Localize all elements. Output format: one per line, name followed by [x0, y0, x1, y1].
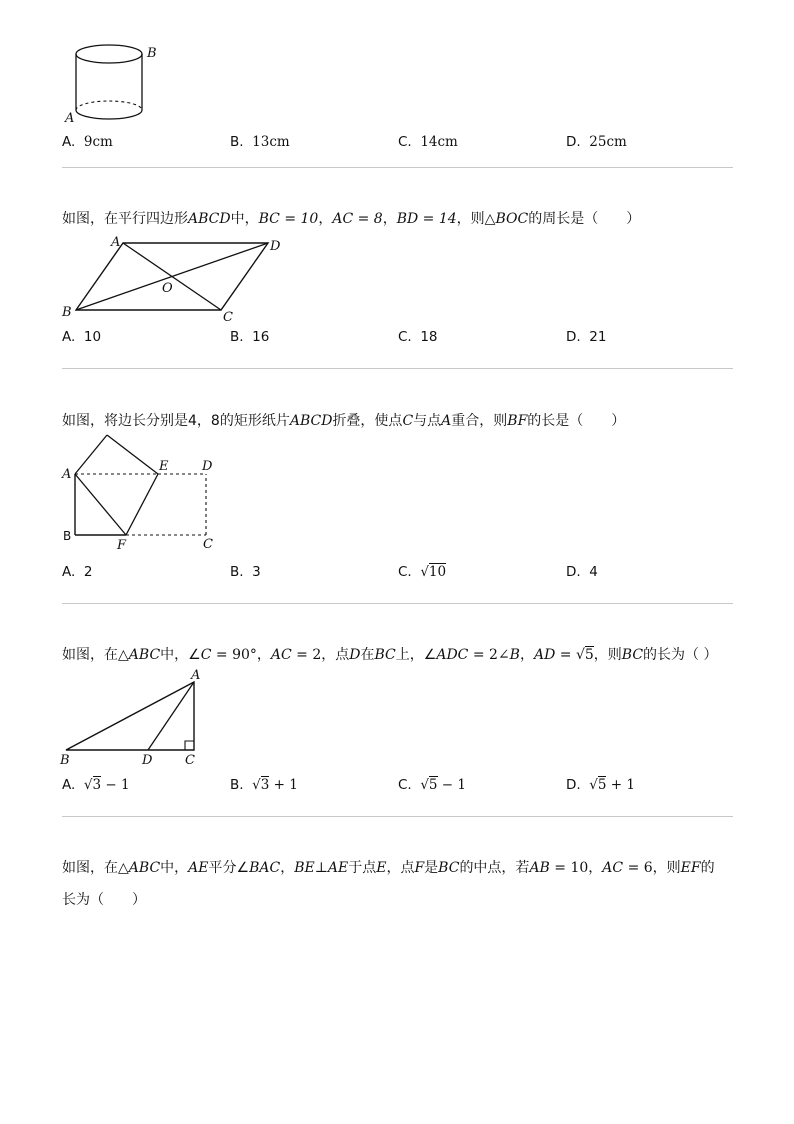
option-c[interactable]	[398, 328, 438, 346]
label-C: C	[203, 537, 213, 552]
label-D: D	[270, 239, 281, 254]
stem-math: AB	[529, 860, 550, 876]
option-a[interactable]	[62, 776, 130, 794]
option-a[interactable]	[62, 563, 92, 581]
option-text: + 1	[606, 777, 635, 793]
radicand: 3	[92, 777, 102, 793]
stem-math: BD = 14	[396, 211, 457, 227]
stem-math: AE	[188, 860, 209, 876]
label-B: B	[63, 529, 72, 543]
stem-text: 如图，在△	[62, 860, 129, 876]
stem-text: 中，∠	[160, 647, 201, 663]
option-text: 9cm	[83, 134, 113, 150]
stem-text: 是	[424, 860, 439, 876]
stem-text: 中，	[160, 860, 189, 876]
label-C: C	[223, 310, 233, 325]
label-A: A	[111, 235, 121, 250]
stem-math: =	[555, 647, 576, 663]
option-c[interactable]	[398, 133, 458, 151]
stem-text: 与点	[413, 413, 442, 429]
stem-text: ，则	[593, 647, 622, 663]
radicand: 5	[428, 777, 438, 793]
stem-math: ⊥	[314, 860, 328, 876]
option-key: D.	[566, 564, 581, 580]
cylinder-top-ellipse	[76, 45, 142, 63]
option-c[interactable]	[398, 776, 466, 794]
question-divider	[62, 816, 733, 817]
stem-math: ABC	[128, 647, 161, 663]
option-text: 21	[589, 329, 607, 345]
stem-math: BOC	[495, 211, 529, 227]
option-key: C.	[398, 564, 412, 580]
stem-math: BE	[294, 860, 315, 876]
stem-math: BC	[438, 860, 460, 876]
stem-math: ABC	[128, 860, 161, 876]
option-text: 14cm	[420, 134, 458, 150]
option-key: A.	[62, 329, 76, 345]
option-key: C.	[398, 777, 412, 793]
option-key: C.	[398, 329, 412, 345]
stem-text: = 2，点	[291, 647, 350, 663]
parallelogram-figure	[58, 232, 298, 326]
label-A: A	[191, 668, 201, 683]
option-text: − 1	[101, 777, 130, 793]
label-A: A	[65, 111, 75, 126]
right-triangle-figure	[56, 668, 216, 772]
fold-line-ef	[126, 474, 158, 535]
question-2-stem	[62, 209, 640, 229]
option-d[interactable]	[566, 563, 598, 581]
question-5-stem-line2: 长为（ ）	[62, 892, 146, 908]
stem-text: 的周长是（ ）	[528, 211, 641, 227]
option-key: C.	[398, 134, 412, 150]
segment-af	[75, 474, 126, 535]
stem-text: 平分∠	[208, 860, 250, 876]
stem-math: = 2∠	[468, 647, 510, 663]
stem-math: BC	[621, 647, 644, 663]
triangle-abc	[66, 682, 194, 750]
stem-text: ，	[519, 647, 534, 663]
label-E: E	[159, 459, 169, 474]
stem-text: 如图，将边长分别是4，8的矩形纸片	[62, 413, 290, 429]
label-O: O	[162, 281, 173, 296]
stem-text: 上，∠	[395, 647, 437, 663]
stem-text: 如图，在△	[62, 647, 129, 663]
stem-math: AE	[327, 860, 349, 876]
folded-rectangle-figure	[58, 432, 228, 552]
stem-text: 的中点，若	[459, 860, 530, 876]
radicand: 5	[597, 777, 607, 793]
stem-text: 的长是（ ）	[527, 413, 626, 429]
option-a[interactable]	[62, 328, 101, 346]
stem-text: ，则△	[456, 211, 496, 227]
sqrt-sign: √	[589, 777, 598, 793]
label-B: B	[60, 753, 70, 768]
sqrt-sign: √	[252, 777, 261, 793]
stem-math: = 6，则	[623, 860, 681, 876]
stem-math: BF	[507, 413, 528, 429]
option-text: 25cm	[589, 134, 627, 150]
option-text: − 1	[437, 777, 466, 793]
cylinder-figure	[62, 38, 172, 128]
stem-math: ABCD	[188, 211, 231, 227]
label-A: A	[62, 467, 72, 482]
label-C: C	[185, 753, 195, 768]
question-divider	[62, 368, 733, 369]
question-3-stem	[62, 411, 625, 431]
option-key: B.	[230, 564, 244, 580]
label-F: F	[117, 538, 127, 552]
stem-text: ，	[382, 211, 397, 227]
option-text: 3	[252, 564, 261, 580]
stem-text: 重合，则	[451, 413, 508, 429]
diagonal-bd	[76, 243, 268, 310]
stem-text: 于点	[348, 860, 377, 876]
stem-math: E	[376, 860, 387, 876]
option-key: B.	[230, 134, 244, 150]
stem-text: ，	[318, 211, 333, 227]
option-text: + 1	[269, 777, 298, 793]
option-key: D.	[566, 134, 581, 150]
stem-math: EF	[680, 860, 701, 876]
stem-math: F	[414, 860, 425, 876]
stem-math: BC	[374, 647, 396, 663]
stem-math: B	[509, 647, 520, 663]
stem-math: C	[402, 413, 414, 429]
option-d[interactable]	[566, 328, 606, 346]
stem-text: 的长为（ ）	[643, 647, 718, 663]
label-D: D	[202, 459, 213, 474]
option-d[interactable]	[566, 133, 627, 151]
stem-text: 在	[360, 647, 375, 663]
cylinder-bottom-front	[76, 110, 142, 119]
stem-math: D	[349, 647, 361, 663]
folded-edge-d-e	[107, 435, 158, 474]
sqrt-sign: √	[420, 777, 429, 793]
label-B: B	[62, 305, 72, 320]
option-text: 2	[83, 564, 93, 580]
option-b[interactable]	[230, 563, 261, 581]
right-angle-mark	[185, 741, 194, 750]
option-key: B.	[230, 329, 244, 345]
stem-math: AC = 8	[332, 211, 383, 227]
sqrt-sign: √	[83, 777, 93, 793]
question-5-stem	[62, 858, 715, 878]
option-key: B.	[230, 777, 244, 793]
option-text: 10	[83, 329, 102, 345]
stem-text: ，	[280, 860, 295, 876]
sqrt-sign: √	[575, 647, 585, 663]
stem-text: 中，	[230, 211, 259, 227]
stem-math: ABCD	[289, 413, 333, 429]
stem-math: A	[441, 413, 452, 429]
folded-edge-a-d	[75, 435, 107, 474]
label-D: D	[142, 753, 153, 768]
option-b[interactable]	[230, 776, 298, 794]
option-key: A.	[62, 564, 76, 580]
stem-text: 折叠，使点	[332, 413, 403, 429]
stem-math: AD	[533, 647, 556, 663]
option-key: D.	[566, 777, 581, 793]
option-key: D.	[566, 329, 581, 345]
stem-text: ，点	[386, 860, 415, 876]
label-B: B	[147, 46, 157, 61]
option-b[interactable]	[230, 328, 269, 346]
sqrt-sign: √	[420, 564, 429, 580]
stem-math: BC = 10	[258, 211, 319, 227]
stem-math: ADC	[436, 647, 469, 663]
option-text: 4	[589, 564, 598, 580]
stem-math: BAC	[249, 860, 281, 876]
stem-math: AC	[602, 860, 624, 876]
question-divider	[62, 603, 733, 604]
stem-math: C	[200, 647, 212, 663]
option-key: A.	[62, 777, 76, 793]
option-key: A.	[62, 134, 76, 150]
question-4-stem	[62, 645, 718, 665]
radicand: 5	[584, 647, 594, 663]
option-a[interactable]	[62, 133, 113, 151]
radicand: 10	[428, 564, 447, 580]
stem-math: = 90°，	[211, 647, 271, 663]
option-d[interactable]	[566, 776, 635, 794]
cylinder-bottom-back-dashed	[76, 101, 142, 110]
stem-text: 的	[700, 860, 715, 876]
stem-math: AC	[270, 647, 292, 663]
question-divider	[62, 167, 733, 168]
stem-math: = 10，	[549, 860, 603, 876]
option-text: 16	[252, 329, 270, 345]
option-text: 13cm	[252, 134, 290, 150]
option-text: 18	[420, 329, 438, 345]
option-c[interactable]	[398, 563, 446, 581]
stem-text: 如图，在平行四边形	[62, 211, 188, 227]
segment-ad	[148, 682, 194, 750]
option-b[interactable]	[230, 133, 290, 151]
radicand: 3	[260, 777, 270, 793]
